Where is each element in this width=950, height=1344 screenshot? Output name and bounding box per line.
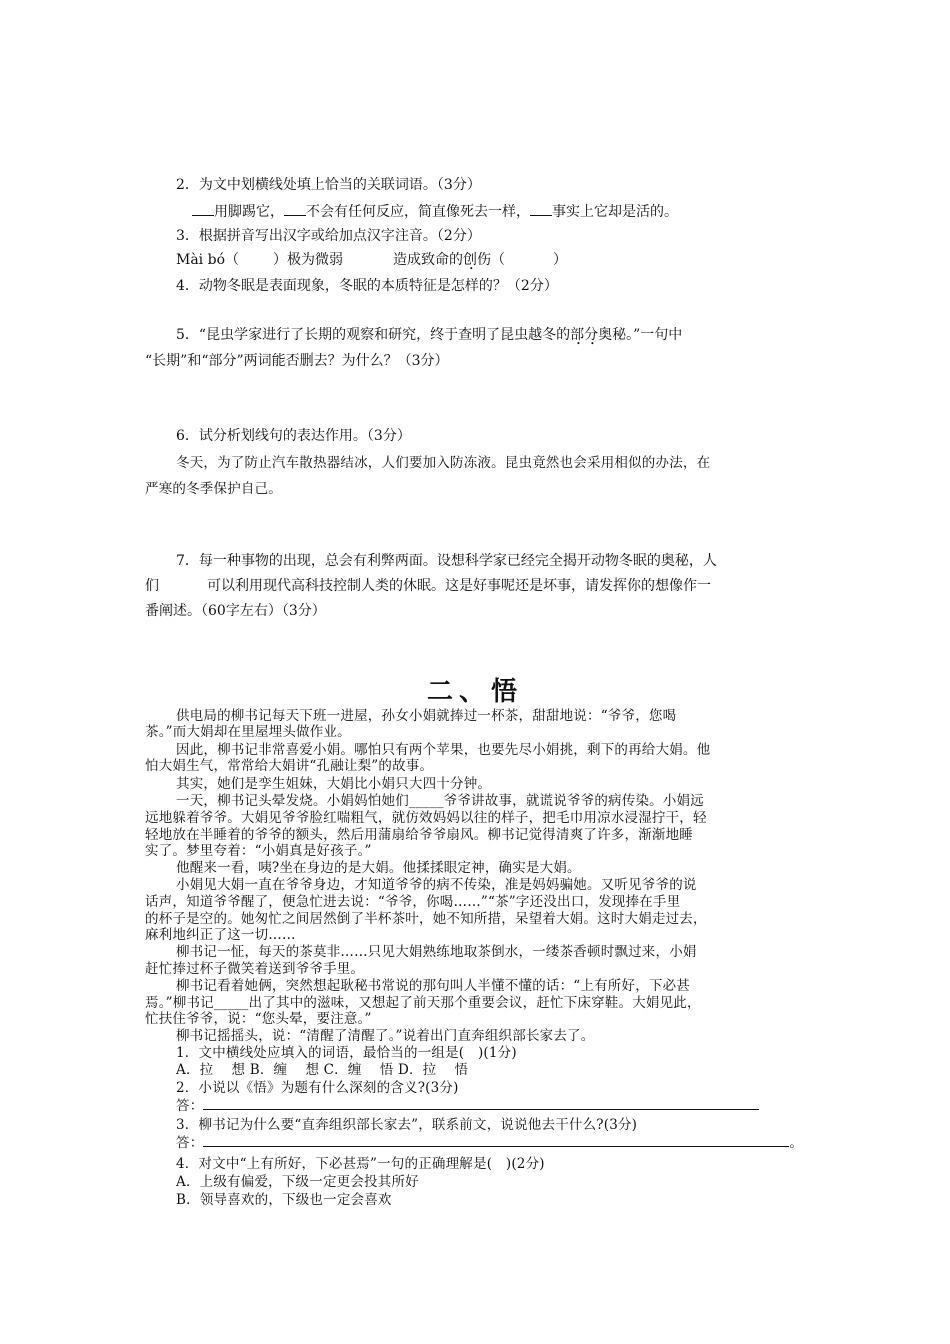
q5-line-1: 5．“昆虫学家进行了长期的观察和研究，终于查明了昆虫越冬的部分奥秘。”一句中	[176, 327, 683, 343]
q2-blank-1[interactable]	[192, 201, 214, 216]
story-p8-line-2: 焉。”柳书记_____出了其中的滋味，又想起了前天那个重要会议，赶忙下床穿鞋。大娟见此，	[145, 995, 701, 1011]
q7-line-1: 7．每一种事物的出现，总会有利弊两面。设想科学家已经完全揭开动物冬眠的奥秘，人	[176, 553, 717, 569]
story-p2-line-1: 因此，柳书记非常喜爱小娟。哪怕只有两个苹果，也要先尽小娟挑，剩下的再给大娟。他	[176, 742, 711, 758]
q2-title: 2．为文中划横线处填上恰当的关联词语。（3分）	[176, 177, 481, 193]
q7-line-3: 番阐述。（60字左右）（3分）	[145, 603, 326, 619]
q1-options: A．拉 想 B．缠 想 C．缠 悟 D．拉 悟	[176, 1062, 469, 1078]
story-p7-line-2: 赶忙捧过杯子微笑着送到爷爷手里。	[145, 961, 365, 977]
story-p7-line-1: 柳书记一怔，每天的茶莫非……只见大娟熟练地取茶倒水，一缕茶香顿时飘过来，小娟	[176, 944, 697, 960]
story-p1-line-2: 茶。”而大娟却在里屋埋头做作业。	[145, 724, 351, 740]
q2-sentence: 用脚踢它， 不会有任何反应，简直像死去一样， 事实上它却是活的。	[192, 201, 678, 222]
story-p2-line-2: 怕大娟生气，常常给大娟讲“孔融让梨”的故事。	[145, 758, 434, 774]
q3-prompt: 3．柳书记为什么要“直奔组织部长家去”，联系前文，说说他去干什么?(3分)	[176, 1117, 638, 1133]
q6-title: 6．试分析划线句的表达作用。（3分）	[176, 428, 411, 444]
story-p3: 其实，她们是孪生姐妹，大娟比小娟只大四十分钟。	[176, 776, 492, 792]
story-p4-line-2: 远地躲着爷爷。大娟见爷爷脸红喘粗气，就仿效妈妈以往的样子，把毛巾用凉水浸湿拧干，轻	[145, 810, 707, 826]
story-p4-line-4: 实了。梦里夸着：“小娟真是好孩子。”	[145, 843, 372, 859]
q4-option-b: B．领导喜欢的，下级也一定会喜欢	[176, 1192, 392, 1208]
section-heading: 二、悟	[426, 677, 523, 707]
story-p8-line-3: 忙扶住爷爷，说：“您头晕，要注意。”	[145, 1011, 372, 1027]
q4-prompt: 4．对文中“上有所好，下必甚焉”一句的正确理解是( )(2分)	[176, 1156, 545, 1172]
story-p5: 他醒来一看，咦?坐在身边的是大娟。他揉揉眼定神，确实是大娟。	[176, 860, 581, 876]
q6-quote-line-2: 严寒的冬季保护自己。	[145, 481, 282, 497]
q4-option-a: A．上级有偏爱，下级一定更会投其所好	[176, 1174, 419, 1190]
q6-quote-line-1: 冬天，为了防止汽车散热器结冰，人们要加入防冻液。昆虫竟然也会采用相似的办法，在	[176, 455, 711, 471]
story-p6-line-2: 话声，知道爷爷醒了，便急忙进去说：“爷爷，你喝……”“茶”字还没出口，发现捧在手里	[145, 894, 681, 910]
q1-prompt: 1．文中横线处应填入的词语，最恰当的一组是( )(1分)	[176, 1045, 517, 1061]
story-p4-line-3: 轻地放在半睡着的爷爷的额头，然后用蒲扇给爷爷扇风。柳书记觉得清爽了许多，渐渐地睡	[145, 827, 693, 843]
answer-line-1[interactable]	[203, 1096, 759, 1110]
dotted-char-chuang: 创	[463, 252, 477, 268]
story-p1-line-1: 供电局的柳书记每天下班一进屋，孙女小娟就捧过一杯茶，甜甜地说：“爷爷，您喝	[176, 708, 677, 724]
q3-title: 3．根据拼音写出汉字或给加点汉字注音。（2分）	[176, 228, 481, 244]
story-p4-line-1: 一天，柳书记头晕发烧。小娟妈怕她们_____爷爷讲故事，就谎说爷爷的病传染。小娟远	[176, 793, 704, 809]
dotted-char-bu: 部	[570, 327, 585, 343]
story-p6-line-4: 麻利地纠正了这一切……	[145, 927, 296, 943]
story-p6-line-3: 的杯子是空的。她匆忙之间居然倒了半杯茶叶，她不知所措，呆望着大娟。这时大娟走过去，	[145, 911, 707, 927]
q7-line-2: 们 可以利用现代高科技控制人类的休眠。这是好事呢还是坏事，请发挥你的想像作一	[145, 578, 711, 594]
q2-blank-3[interactable]	[530, 201, 552, 216]
q4-title: 4．动物冬眠是表面现象，冬眠的本质特征是怎样的？（2分）	[176, 278, 558, 294]
answer-row-1: 答：	[176, 1096, 759, 1116]
q5-line-2: “长期”和“部分”两词能否删去？为什么？（3分）	[145, 353, 449, 369]
q3-items: Mài bó（ ）极为微弱 造成致命的创伤（ ）	[176, 252, 567, 268]
story-p6-line-1: 小娟见大娟一直在爷爷身边，才知道爷爷的病不传染，准是妈妈骗她。又听见爷爷的说	[176, 877, 697, 893]
dotted-char-fen: 分	[584, 327, 599, 343]
story-p8-line-1: 柳书记看着她俩，突然想起耿秘书常说的那句叫人半懂不懂的话：“上有所好，下必甚	[176, 978, 691, 994]
q2-blank-2[interactable]	[284, 201, 306, 216]
answer-line-2[interactable]	[203, 1133, 789, 1147]
story-p9: 柳书记摇摇头，说：“清醒了清醒了。”说着出门直奔组织部长家去了。	[176, 1028, 595, 1044]
q2-prompt: 2．小说以《悟》为题有什么深刻的含义?(3分)	[176, 1080, 459, 1096]
answer-row-2: 答： 。	[176, 1135, 804, 1151]
